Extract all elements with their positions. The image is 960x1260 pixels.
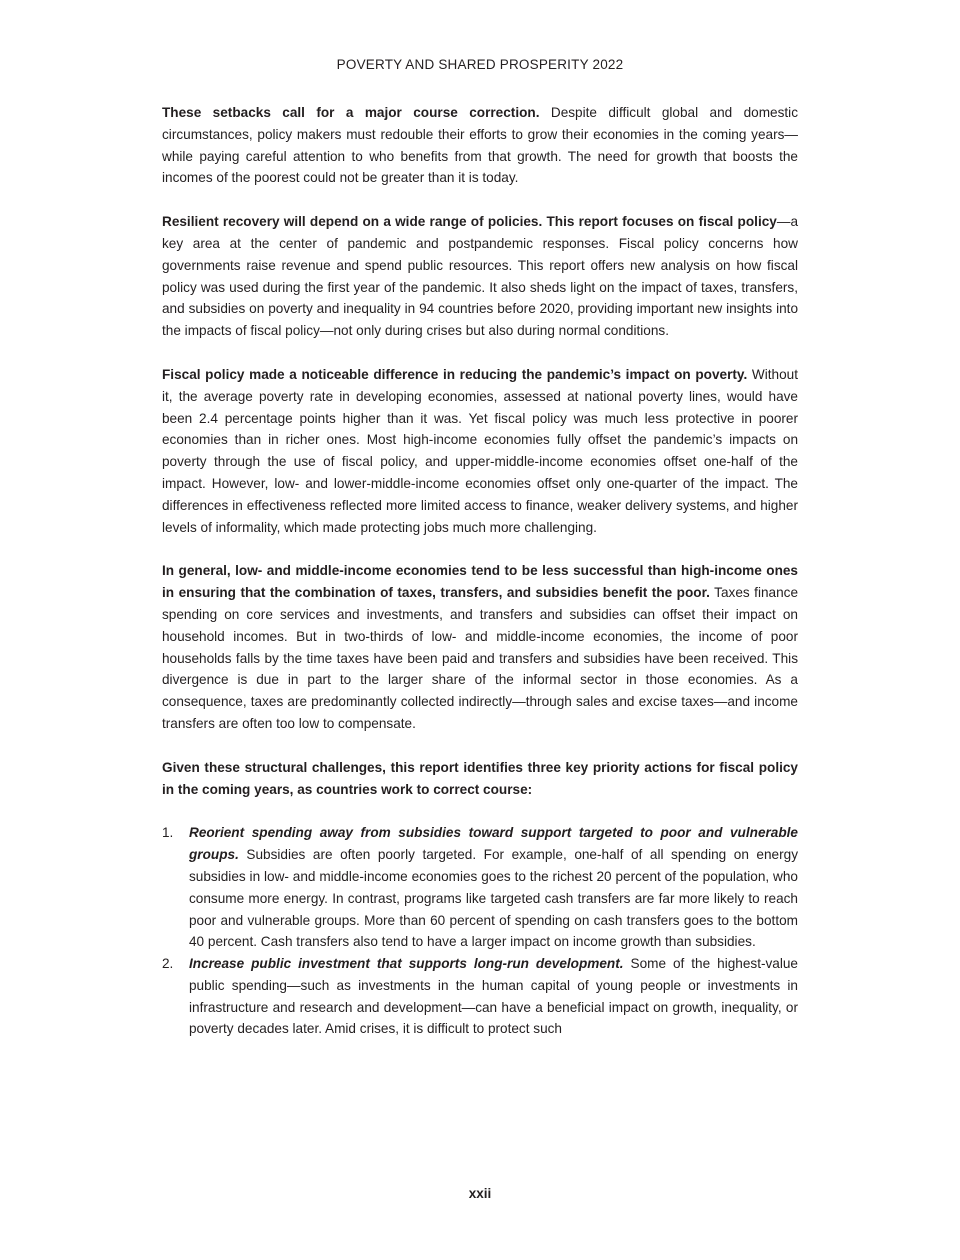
paragraph	[162, 102, 798, 189]
paragraph	[162, 211, 798, 342]
paragraph-body: —a key area at the center of pandemic and postpandemic responses. Fiscal policy concerns how governments raise revenue and spend public resources. This report offers new analysis on how fiscal policy was used during the first year of the pandemic. It also sheds light on the impact of taxes, transfers, and subsidies on poverty and inequality in 94 countries before 2020, providing important new insights into the impacts of fiscal policy—not only during crises but also during normal conditions.	[162, 214, 798, 339]
running-header: POVERTY AND SHARED PROSPERITY 2022	[336, 57, 624, 72]
list-number: 1.	[162, 825, 174, 841]
list-item-lead: Reorient spending away from subsidies toward support targeted to poor and vulnerable groups.	[189, 825, 798, 863]
list-item-body: Subsidies are often poorly targeted. For example, one-half of all spending on energy subsidies in low- and middle-income economies goes to the richest 20 percent of the population, who consume more energy. In contrast, programs like targeted cash transfers are far more likely to reach poor and vulnerable groups. More than 60 percent of spending on cash transfers goes to the bottom 40 percent. Cash transfers also tend to have a larger impact on income growth than subsidies.	[189, 847, 798, 950]
list-item	[162, 953, 798, 1040]
paragraph-body: Taxes finance spending on core services and investments, and transfers and subsidies can offset their impact on household incomes. But in two-thirds of low- and middle-income economies, the income of poor households falls by the time taxes have been paid and transfers and subsidies have been received. This divergence is due in part to the larger share of the informal sector in those economies. As a consequence, taxes are predominantly collected indirectly—through sales and excise taxes—and income transfers are often too low to compensate.	[162, 585, 799, 731]
paragraph-lead: Given these structural challenges, this report identifies three key priority actions for fiscal policy in the coming years, as countries work to correct course:	[162, 759, 798, 797]
paragraph	[162, 757, 798, 801]
list-item	[162, 822, 798, 953]
paragraph-lead: Resilient recovery will depend on a wide range of policies. This report focuses on fiscal policy	[162, 214, 777, 230]
list-number: 2.	[162, 956, 174, 972]
paragraph-lead: Fiscal policy made a noticeable difference in reducing the pandemic’s impact on poverty.	[162, 366, 748, 382]
paragraph	[162, 364, 798, 538]
paragraph-lead: In general, low- and middle-income economies tend to be less successful than high-income ones in ensuring that the combination of taxes, transfers, and subsidies benefit the poor.	[162, 563, 798, 601]
page-body	[162, 102, 798, 1040]
page-number: xxii	[468, 1186, 492, 1201]
list-item-body: Some of the highest-value public spending—such as investments in the human capital of young people or investments in infrastructure and research and development—can have a beneficial impact on growth, inequality, or poverty decades later. Amid crises, it is difficult to protect such	[189, 956, 798, 1037]
paragraph-lead: These setbacks call for a major course correction.	[162, 105, 540, 120]
list-item-lead: Increase public investment that supports long-run development.	[189, 956, 624, 972]
paragraph	[162, 560, 798, 734]
paragraph-body: Without it, the average poverty rate in developing economies, assessed at national poverty lines, would have been 2.4 percentage points higher than it was. Yet fiscal policy was much less protective in poorer economies than in richer ones. Most high-income economies fully offset the pandemic’s impacts on poverty through the use of fiscal policy, and upper-middle-income economies offset one-half of the impact. However, low- and lower-middle-income economies offset only one-quarter of the impact. The differences in effectiveness reflected more limited access to finance, weaker delivery systems, and higher levels of informality, which made protecting jobs much more challenging.	[162, 366, 798, 535]
paragraph-body: Despite difficult global and domestic circumstances, policy makers must redouble their efforts to grow their economies in the coming years—while paying careful attention to who benefits from that growth. The need for growth that boosts the incomes of the poorest could not be greater than it is today.	[162, 105, 798, 186]
priority-list	[162, 822, 798, 1040]
